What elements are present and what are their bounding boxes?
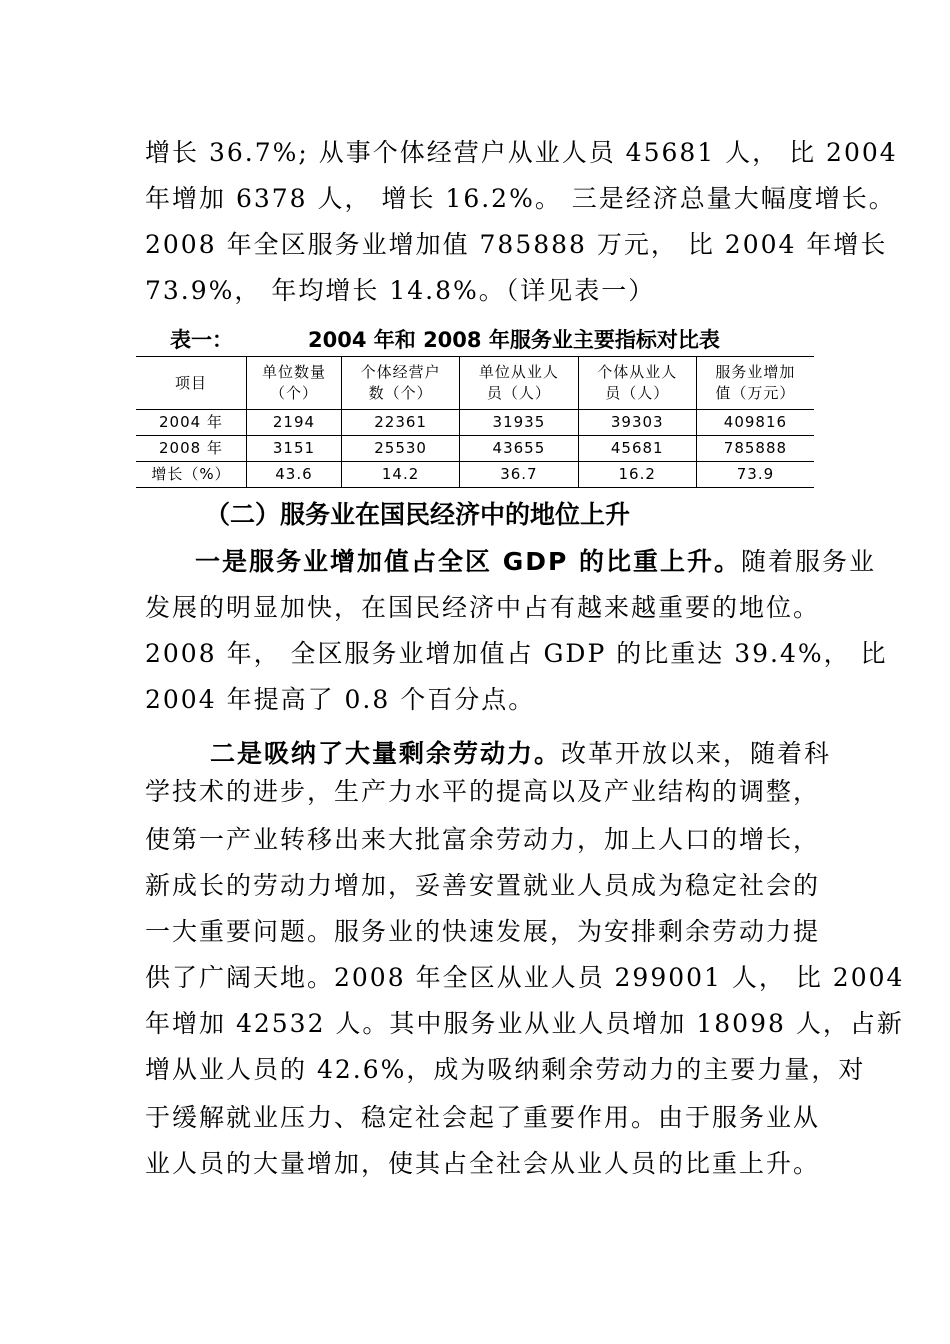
- para3-line-8: 增从业人员的 42.6%，成为吸纳剩余劳动力的主要力量，对: [145, 1055, 866, 1084]
- para2-line-2: 发展的明显加快，在国民经济中占有越来越重要的地位。: [145, 593, 821, 622]
- para1-line-3: 2008 年全区服务业增加值 785888 万元， 比 2004 年增长: [145, 230, 888, 259]
- table-cell: 36.7: [460, 462, 578, 488]
- para1-line-2: 年增加 6378 人， 增长 16.2%。 三是经济总量大幅度增长。: [145, 184, 896, 213]
- table-cell: 73.9: [696, 462, 814, 488]
- para3-lead-bold: 二是吸纳了大量剩余劳动力。: [210, 739, 562, 768]
- table-cell: 16.2: [578, 462, 696, 488]
- table-cell: 785888: [696, 436, 814, 462]
- table-cell: 2004 年: [136, 410, 247, 436]
- header-cell-unit-count: 单位数量 （个）: [247, 357, 342, 410]
- para2-lead-rest: 随着服务业: [741, 547, 877, 576]
- header-cell-item: 项目: [136, 357, 247, 410]
- para1-line-1: 增长 36.7%; 从事个体经营户从业人员 45681 人， 比 2004: [145, 138, 898, 167]
- para2-line-3: 2008 年， 全区服务业增加值占 GDP 的比重达 39.4%， 比: [145, 639, 888, 668]
- header-cell-individual-households: 个体经营户 数（个）: [341, 357, 459, 410]
- table-cell: 45681: [578, 436, 696, 462]
- table-cell: 2008 年: [136, 436, 247, 462]
- table-cell: 3151: [247, 436, 342, 462]
- table-cell: 31935: [460, 410, 578, 436]
- para3-line-9: 于缓解就业压力、稳定社会起了重要作用。由于服务业从: [145, 1103, 821, 1132]
- para1-line-4: 73.9%， 年均增长 14.8%。（详见表一）: [145, 276, 656, 305]
- para2-lead-bold: 一是服务业增加值占全区 GDP 的比重上升。: [195, 547, 742, 576]
- header-cell-unit-employees: 单位从业人 员（人）: [460, 357, 578, 410]
- table-row: [136, 462, 814, 488]
- table-cell: 2194: [247, 410, 342, 436]
- para3-line-3: 使第一产业转移出来大批富余劳动力，加上人口的增长，: [145, 825, 821, 854]
- para3-line-6: 供了广阔天地。2008 年全区从业人员 299001 人， 比 2004: [145, 963, 905, 992]
- table-caption: [170, 324, 810, 356]
- para3-line-4: 新成长的劳动力增加，妥善安置就业人员成为稳定社会的: [145, 871, 821, 900]
- table-cell: 43655: [460, 436, 578, 462]
- table-cell: 43.6: [247, 462, 342, 488]
- header-cell-value-added: 服务业增加 值（万元）: [696, 357, 814, 410]
- para3-line-10: 业人员的大量增加，使其占全社会从业人员的比重上升。: [145, 1149, 821, 1178]
- para3-line-7: 年增加 42532 人。其中服务业从业人员增加 18098 人，占新: [145, 1009, 904, 1038]
- table-header-row: [136, 357, 814, 410]
- table-row: [136, 436, 814, 462]
- table-cell: 14.2: [341, 462, 459, 488]
- table-cell: 25530: [341, 436, 459, 462]
- header-cell-individual-employees: 个体从业人 员（人）: [578, 357, 696, 410]
- section-heading: （二）服务业在国民经济中的地位上升: [205, 500, 631, 529]
- table-cell: 39303: [578, 410, 696, 436]
- table-label: 表一：: [170, 328, 233, 352]
- table-title: 2004 年和 2008 年服务业主要指标对比表: [308, 328, 720, 352]
- para2-line-4: 2004 年提高了 0.8 个百分点。: [145, 685, 536, 714]
- comparison-table: [136, 356, 814, 488]
- table-row: [136, 410, 814, 436]
- table-cell: 22361: [341, 410, 459, 436]
- table-cell: 增长（%）: [136, 462, 247, 488]
- para3-line-1: [210, 737, 832, 771]
- table-cell: 409816: [696, 410, 814, 436]
- para3-line-5: 一大重要问题。服务业的快速发展，为安排剩余劳动力提: [145, 917, 821, 946]
- para3-line-2: 学技术的进步，生产力水平的提高以及产业结构的调整，: [145, 777, 821, 806]
- para2-line-1: [195, 545, 877, 579]
- para3-lead-rest: 改革开放以来，随着科: [561, 739, 832, 768]
